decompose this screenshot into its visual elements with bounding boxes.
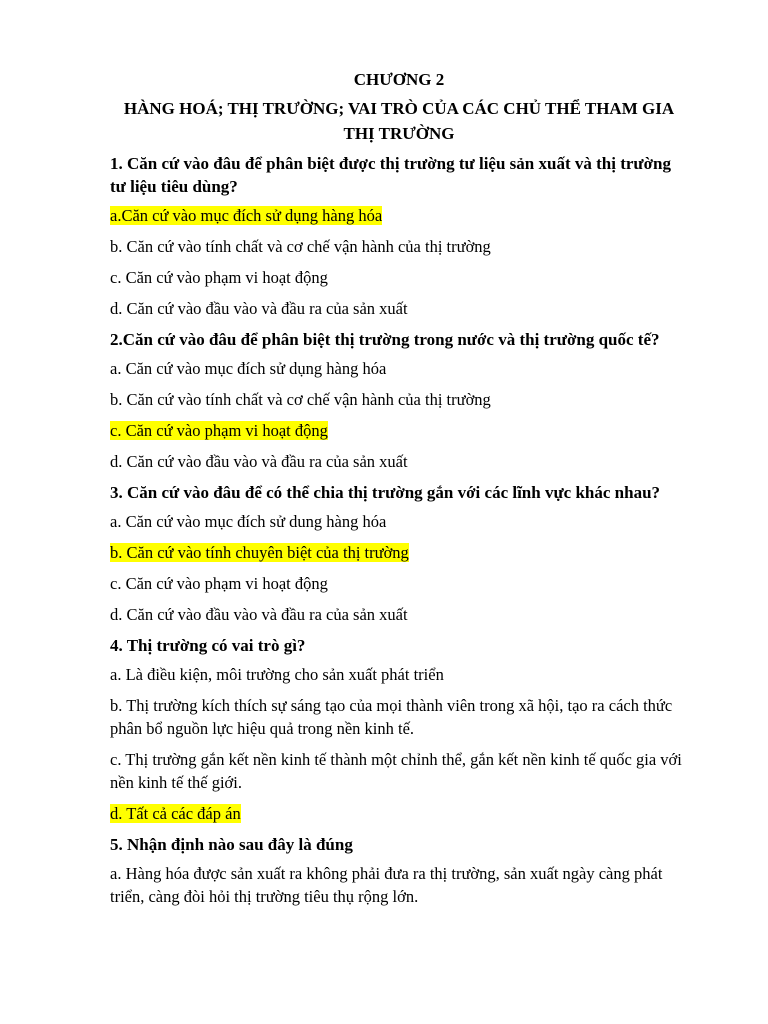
answer-option-text: d. Căn cứ vào đầu vào và đầu ra của sản xuất	[110, 452, 408, 471]
question-block	[110, 328, 688, 473]
answer-option-text: d. Tất cả các đáp án	[110, 804, 241, 823]
question-text: 4. Thị trường có vai trò gì?	[110, 636, 306, 655]
answer-option-text: b. Căn cứ vào tính chất và cơ chế vận hành của thị trường	[110, 237, 491, 256]
answer-option-text: a. Hàng hóa được sản xuất ra không phải đưa ra thị trường, sản xuất ngày càng phát triển, càng đòi hỏi thị trường tiêu thụ rộng lớn.	[110, 864, 663, 906]
question-block	[110, 152, 688, 320]
answer-option-text: b. Căn cứ vào tính chất và cơ chế vận hành của thị trường	[110, 390, 491, 409]
answer-option	[110, 235, 688, 258]
answer-option	[110, 357, 688, 380]
answer-option-highlighted	[110, 204, 688, 227]
answer-option-highlighted	[110, 541, 688, 564]
answer-option	[110, 572, 688, 595]
document-title: HÀNG HOÁ; THỊ TRƯỜNG; VAI TRÒ CỦA CÁC CHỦ THỂ THAM GIA THỊ TRƯỜNG	[123, 99, 675, 143]
answer-option-text: c. Căn cứ vào phạm vi hoạt động	[110, 268, 328, 287]
answer-option-text: b. Căn cứ vào tính chuyên biệt của thị trường	[110, 543, 409, 562]
answer-option-text: a. Căn cứ vào mục đích sử dụng hàng hóa	[110, 359, 387, 378]
answer-option-text: d. Căn cứ vào đầu vào và đầu ra của sản xuất	[110, 299, 408, 318]
answer-option	[110, 694, 688, 740]
answer-option	[110, 388, 688, 411]
answer-option	[110, 862, 688, 908]
answer-option-text: a.Căn cứ vào mục đích sử dụng hàng hóa	[110, 206, 383, 225]
question-list	[110, 152, 688, 908]
question-text: 5. Nhận định nào sau đây là đúng	[110, 835, 353, 854]
answer-option	[110, 266, 688, 289]
question-block	[110, 833, 688, 908]
question-text: 2.Căn cứ vào đâu để phân biệt thị trường trong nước và thị trường quốc tế?	[110, 330, 660, 349]
question-block	[110, 634, 688, 825]
answer-option-highlighted	[110, 802, 688, 825]
answer-option	[110, 748, 688, 794]
answer-option-text: b. Thị trường kích thích sự sáng tạo của mọi thành viên trong xã hội, tạo ra cách thức phân bổ nguồn lực hiệu quả trong nền kinh tế.	[110, 696, 673, 738]
answer-option	[110, 510, 688, 533]
answer-option-highlighted	[110, 419, 688, 442]
answer-option	[110, 663, 688, 686]
question-text: 3. Căn cứ vào đâu để có thể chia thị trường gắn với các lĩnh vực khác nhau?	[110, 483, 661, 502]
chapter-heading: CHƯƠNG 2	[353, 70, 445, 89]
answer-option-text: a. Là điều kiện, môi trường cho sản xuất phát triển	[110, 665, 444, 684]
answer-option-text: c. Thị trường gắn kết nền kinh tế thành một chỉnh thể, gắn kết nền kinh tế quốc gia với nền kinh tế thế giới.	[110, 750, 682, 792]
question-block	[110, 481, 688, 626]
answer-option	[110, 297, 688, 320]
answer-option	[110, 603, 688, 626]
answer-option-text: d. Căn cứ vào đầu vào và đầu ra của sản xuất	[110, 605, 408, 624]
answer-option-text: c. Căn cứ vào phạm vi hoạt động	[110, 421, 328, 440]
answer-option-text: c. Căn cứ vào phạm vi hoạt động	[110, 574, 328, 593]
question-text: 1. Căn cứ vào đâu để phân biệt được thị trường tư liệu sản xuất và thị trường tư liệu tiêu dùng?	[110, 154, 671, 196]
answer-option	[110, 450, 688, 473]
answer-option-text: a. Căn cứ vào mục đích sử dung hàng hóa	[110, 512, 387, 531]
